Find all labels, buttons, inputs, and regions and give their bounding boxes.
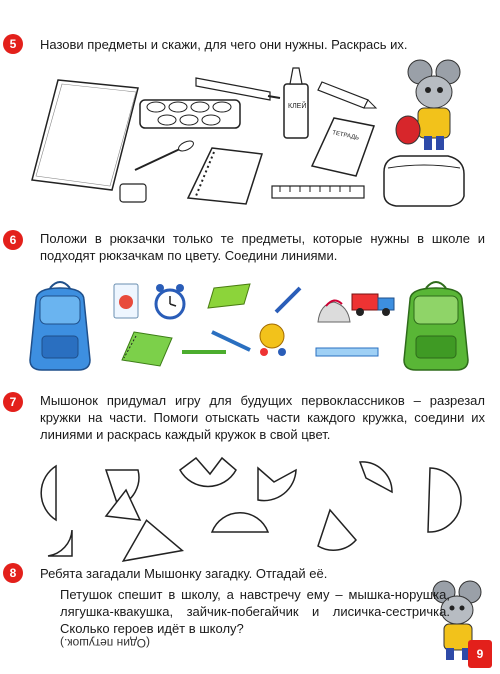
green-notebook-icon: [122, 332, 172, 366]
task-6-text: Положи в рюкзачки только те предметы, которые нужны в школе и подходят рюкзачкам по цвету. Соедини линиями.: [40, 231, 485, 263]
alarm-clock-icon: [156, 284, 184, 318]
album-icon: [32, 80, 138, 190]
paint-box-icon: [140, 100, 240, 128]
task-7-number-badge: 7: [3, 392, 23, 412]
circle-pieces: [41, 458, 461, 561]
upside-down-answer: [60, 634, 180, 650]
blue-pen-icon: [276, 288, 300, 312]
iron-icon: [318, 300, 350, 322]
pencil-icon: [318, 82, 376, 108]
pencil-case-icon: [384, 156, 464, 206]
page-number: 9: [468, 640, 492, 668]
mouse-character-icon: [396, 60, 460, 150]
task-7-text: Мышонок придумал игру для будущих первоклассников – разрезал кружки на части. Помоги отыскать части каждого кружка, соедини их линиями и раскрась каждый кружок в свой цвет.: [40, 393, 485, 442]
cup-icon: [114, 284, 138, 318]
eraser-icon: [120, 184, 146, 202]
task-5-number-badge: 5: [3, 34, 23, 54]
spiral-notebook-icon: [188, 148, 262, 204]
toy-stroller-icon: [260, 324, 286, 356]
task-6-number-badge: 6: [3, 230, 23, 250]
task-8-text: Ребята загадали Мышонку загадку. Отгадай её.: [40, 566, 328, 581]
brush-icon: [135, 139, 195, 170]
toy-truck-icon: [352, 294, 394, 316]
svg-text:ТЕТРАДЬ: ТЕТРАДЬ: [331, 130, 360, 142]
blue-pencil-icon: [212, 332, 250, 350]
task-8-number-badge: 8: [3, 563, 23, 583]
answer-text: (Один петушок.): [60, 636, 151, 650]
riddle-text: Петушок спешит в школу, а навстречу ему – мышка-норушка, лягушка-квакушка, зайчик-побегайчик и лисичка-сестричка. Сколько героев идёт в школу?: [60, 587, 450, 636]
workbook-icon: [312, 118, 374, 176]
glue-bottle-icon: [284, 68, 308, 138]
blue-backpack-icon: [30, 282, 90, 370]
svg-text:КЛЕЙ: КЛЕЙ: [288, 103, 307, 110]
pen-icon: [196, 78, 280, 100]
task-5-text: Назови предметы и скажи, для чего они нужны. Раскрась их.: [40, 37, 408, 52]
green-eraser-icon: [208, 284, 250, 308]
green-backpack-icon: [404, 282, 468, 370]
blue-ruler-icon: [316, 348, 378, 356]
ruler-icon: [272, 186, 364, 198]
